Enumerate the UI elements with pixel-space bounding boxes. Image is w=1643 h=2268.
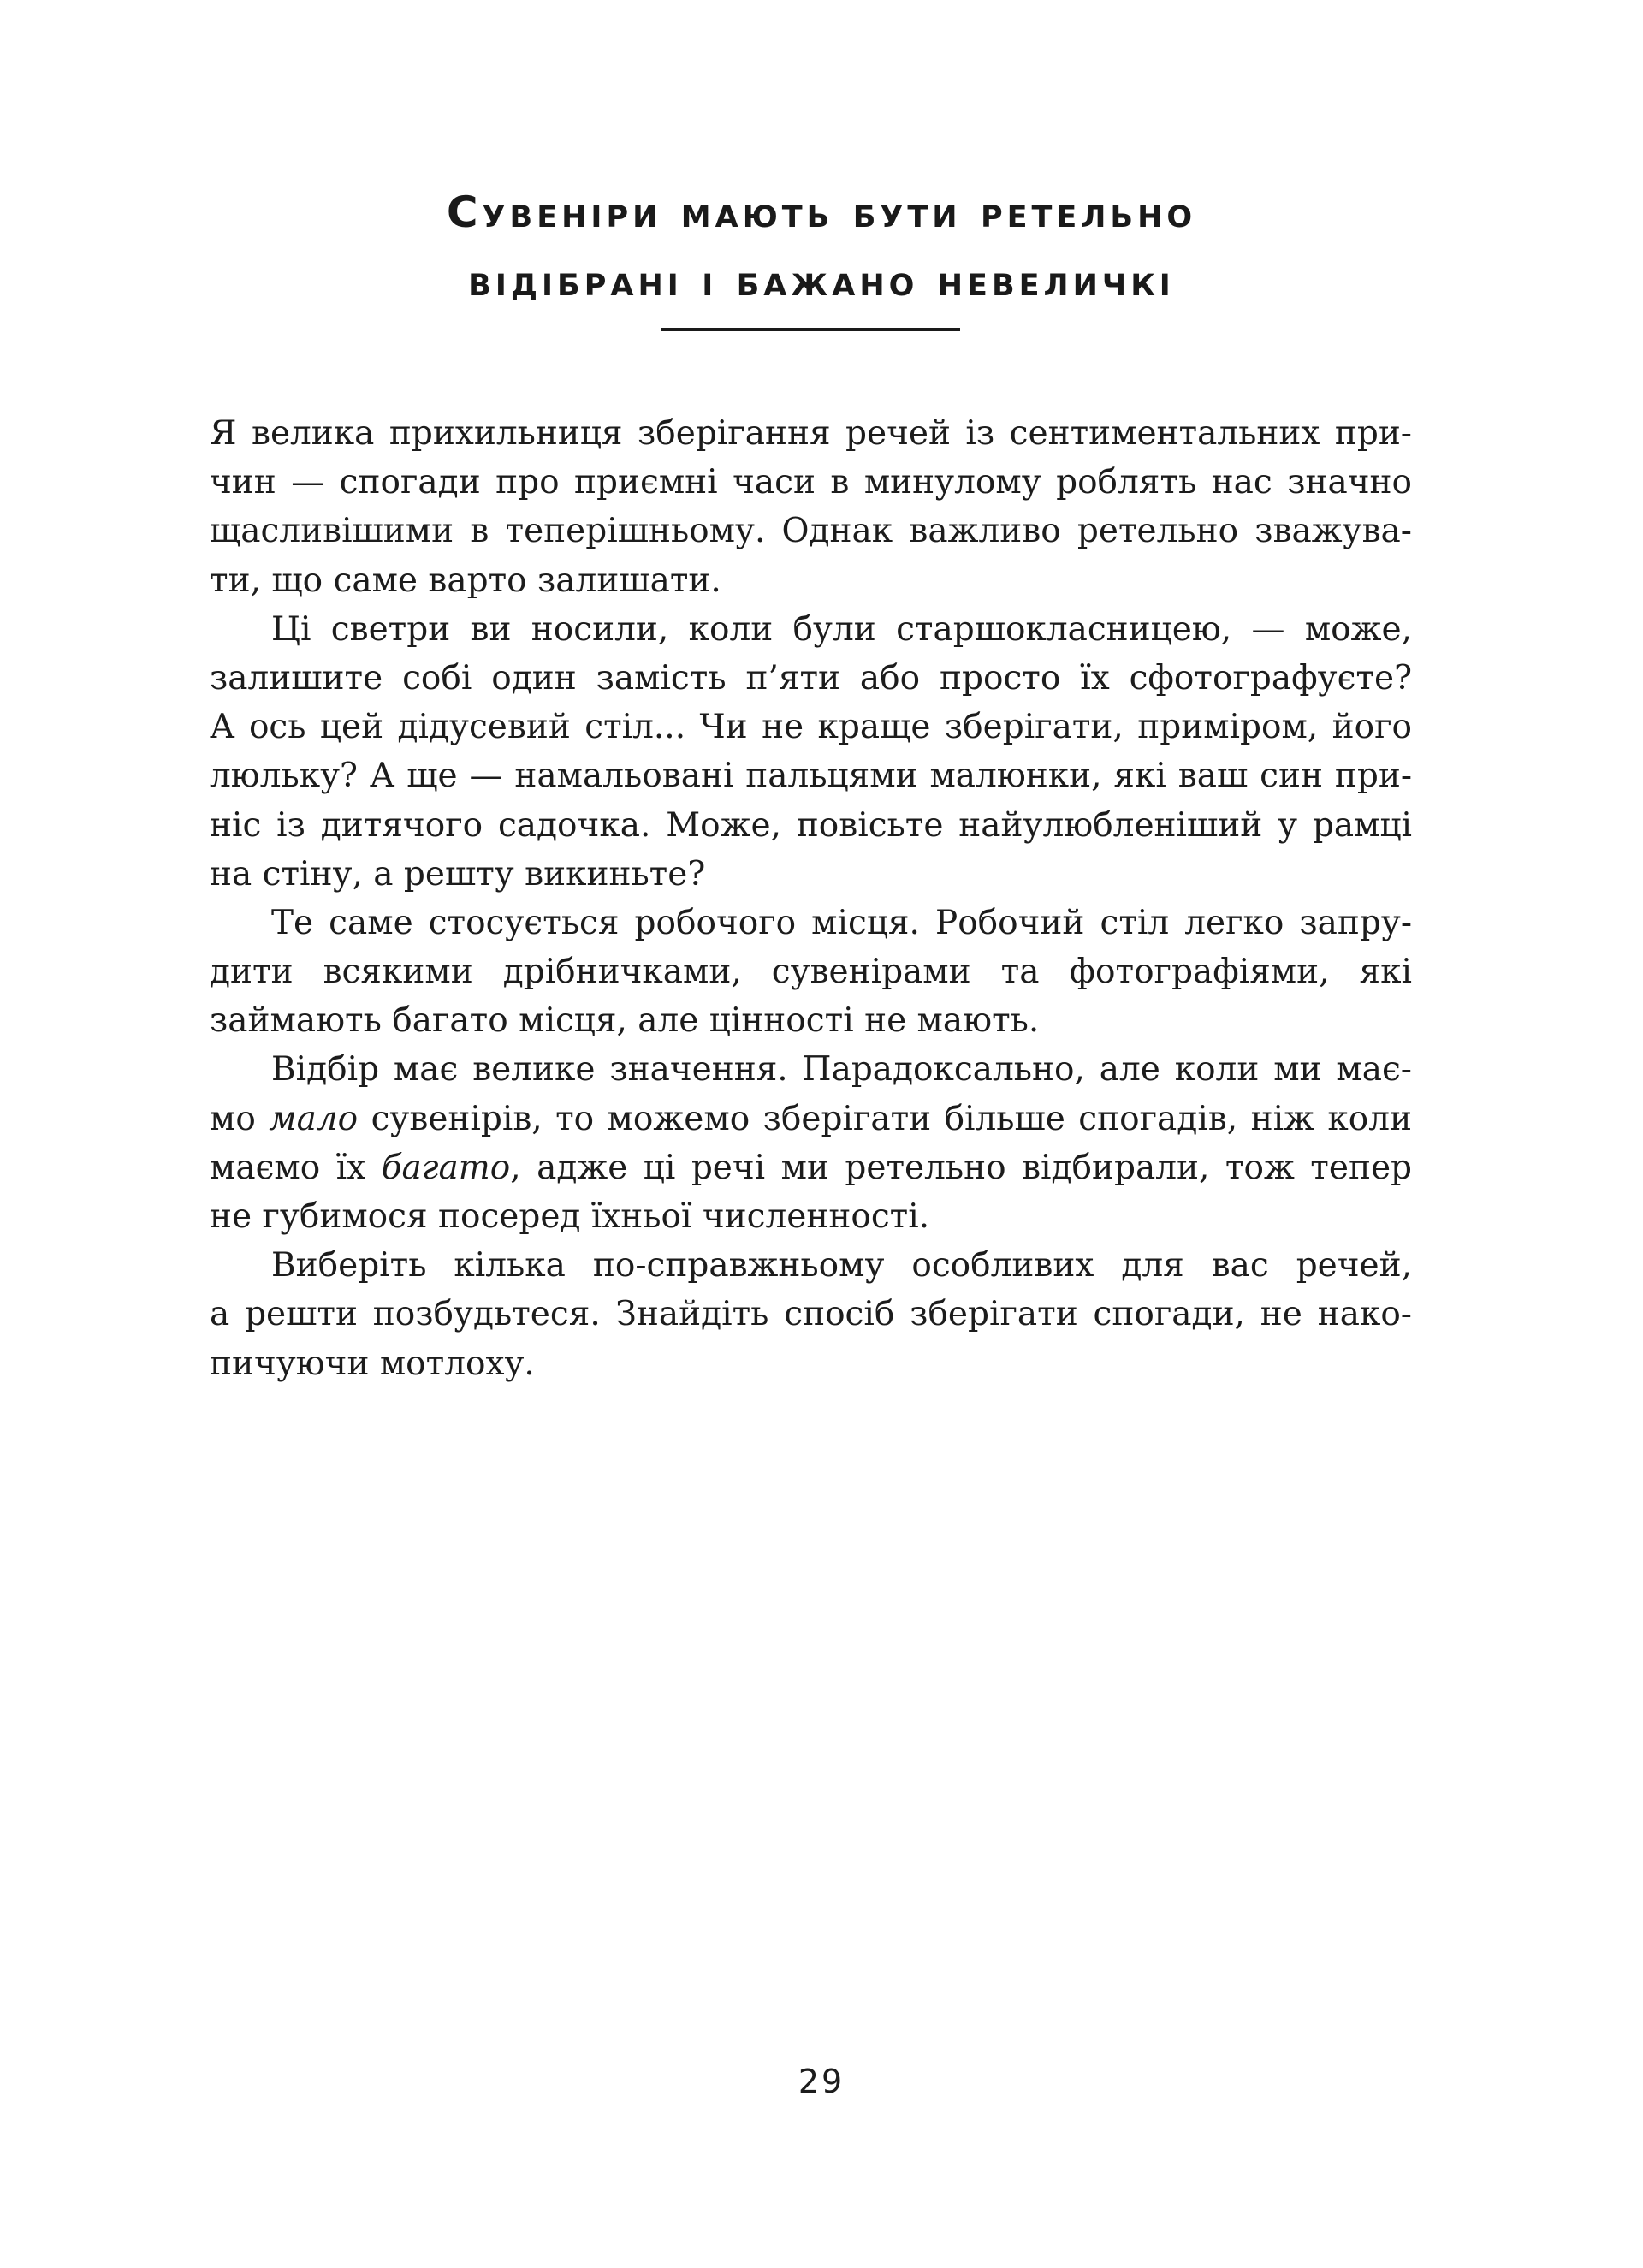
paragraph-1-line-2: чин — спогади про приємні часи в минулому роблять нас значно — [210, 463, 1412, 502]
paragraph-4-line-3 — [210, 1143, 1412, 1192]
heading-line-2: відібрані і бажано невеличкі — [468, 256, 1175, 306]
paragraph-4-line-1: Відбір має велике значення. Парадоксально, але коли ми має- — [271, 1050, 1412, 1089]
body-text — [210, 409, 1412, 1388]
paragraph-1-line-3: щасливішими в теперішньому. Однак важливо ретельно зважува- — [210, 512, 1412, 551]
paragraph-5-line-2: а решти позбудьтеся. Знайдіть спосіб зберігати спогади, не нако- — [210, 1295, 1412, 1334]
italic-word-bahato: багато — [381, 1148, 511, 1187]
paragraph-3-line-3: займають багато місця, але цінності не мають. — [210, 1001, 1040, 1041]
paragraph-4-line-3-end: , адже ці речі ми ретельно відбирали, тож тепер — [510, 1148, 1413, 1187]
page-number: 29 — [798, 2063, 845, 2100]
paragraph-2-line-2: залишите собі один замість п’яти або просто їх сфотографуєте? — [210, 658, 1412, 698]
paragraph-4-line-2-start: мо — [210, 1099, 270, 1138]
paragraph-4-line-2-end: сувенірів, то можемо зберігати більше спогадів, ніж коли — [358, 1099, 1412, 1138]
paragraph-2-line-3: А ось цей дідусевий стіл... Чи не краще зберігати, приміром, його — [210, 708, 1412, 747]
paragraph-5-line-3: пичуючи мотлоху. — [210, 1344, 535, 1383]
paragraph-2-line-4: люльку? А ще — намальовані пальцями малюнки, які ваш син при- — [210, 757, 1412, 796]
paragraph-4-line-4: не губимося посеред їхньої численності. — [210, 1197, 930, 1236]
paragraph-3-line-2: дити всякими дрібничками, сувенірами та фотографіями, які — [210, 953, 1412, 992]
paragraph-4-line-2 — [210, 1095, 1412, 1143]
heading-divider — [661, 328, 960, 331]
chapter-heading — [0, 178, 1643, 315]
paragraph-2-line-6: на стіну, а решту викиньте? — [210, 854, 706, 894]
paragraph-1-line-4: ти, що саме варто залишати. — [210, 561, 721, 600]
paragraph-5-line-1: Виберіть кілька по-справжньому особливих для вас речей, — [271, 1246, 1412, 1285]
paragraph-2-line-5: ніс із дитячого садочка. Може, повісьте найулюбленіший у рамці — [210, 805, 1412, 845]
paragraph-1-line-1: Я велика прихильниця зберігання речей із сентиментальних при- — [210, 414, 1412, 453]
heading-line-1: Сувеніри мають бути ретельно — [446, 187, 1197, 237]
paragraph-2-line-1: Ці светри ви носили, коли були старшокласницею, — може, — [271, 609, 1412, 649]
paragraph-4-line-3-start: маємо їх — [210, 1148, 382, 1187]
italic-word-malo: мало — [269, 1099, 359, 1138]
paragraph-3-line-1: Те саме стосується робочого місця. Робочий стіл легко запру- — [271, 903, 1412, 942]
